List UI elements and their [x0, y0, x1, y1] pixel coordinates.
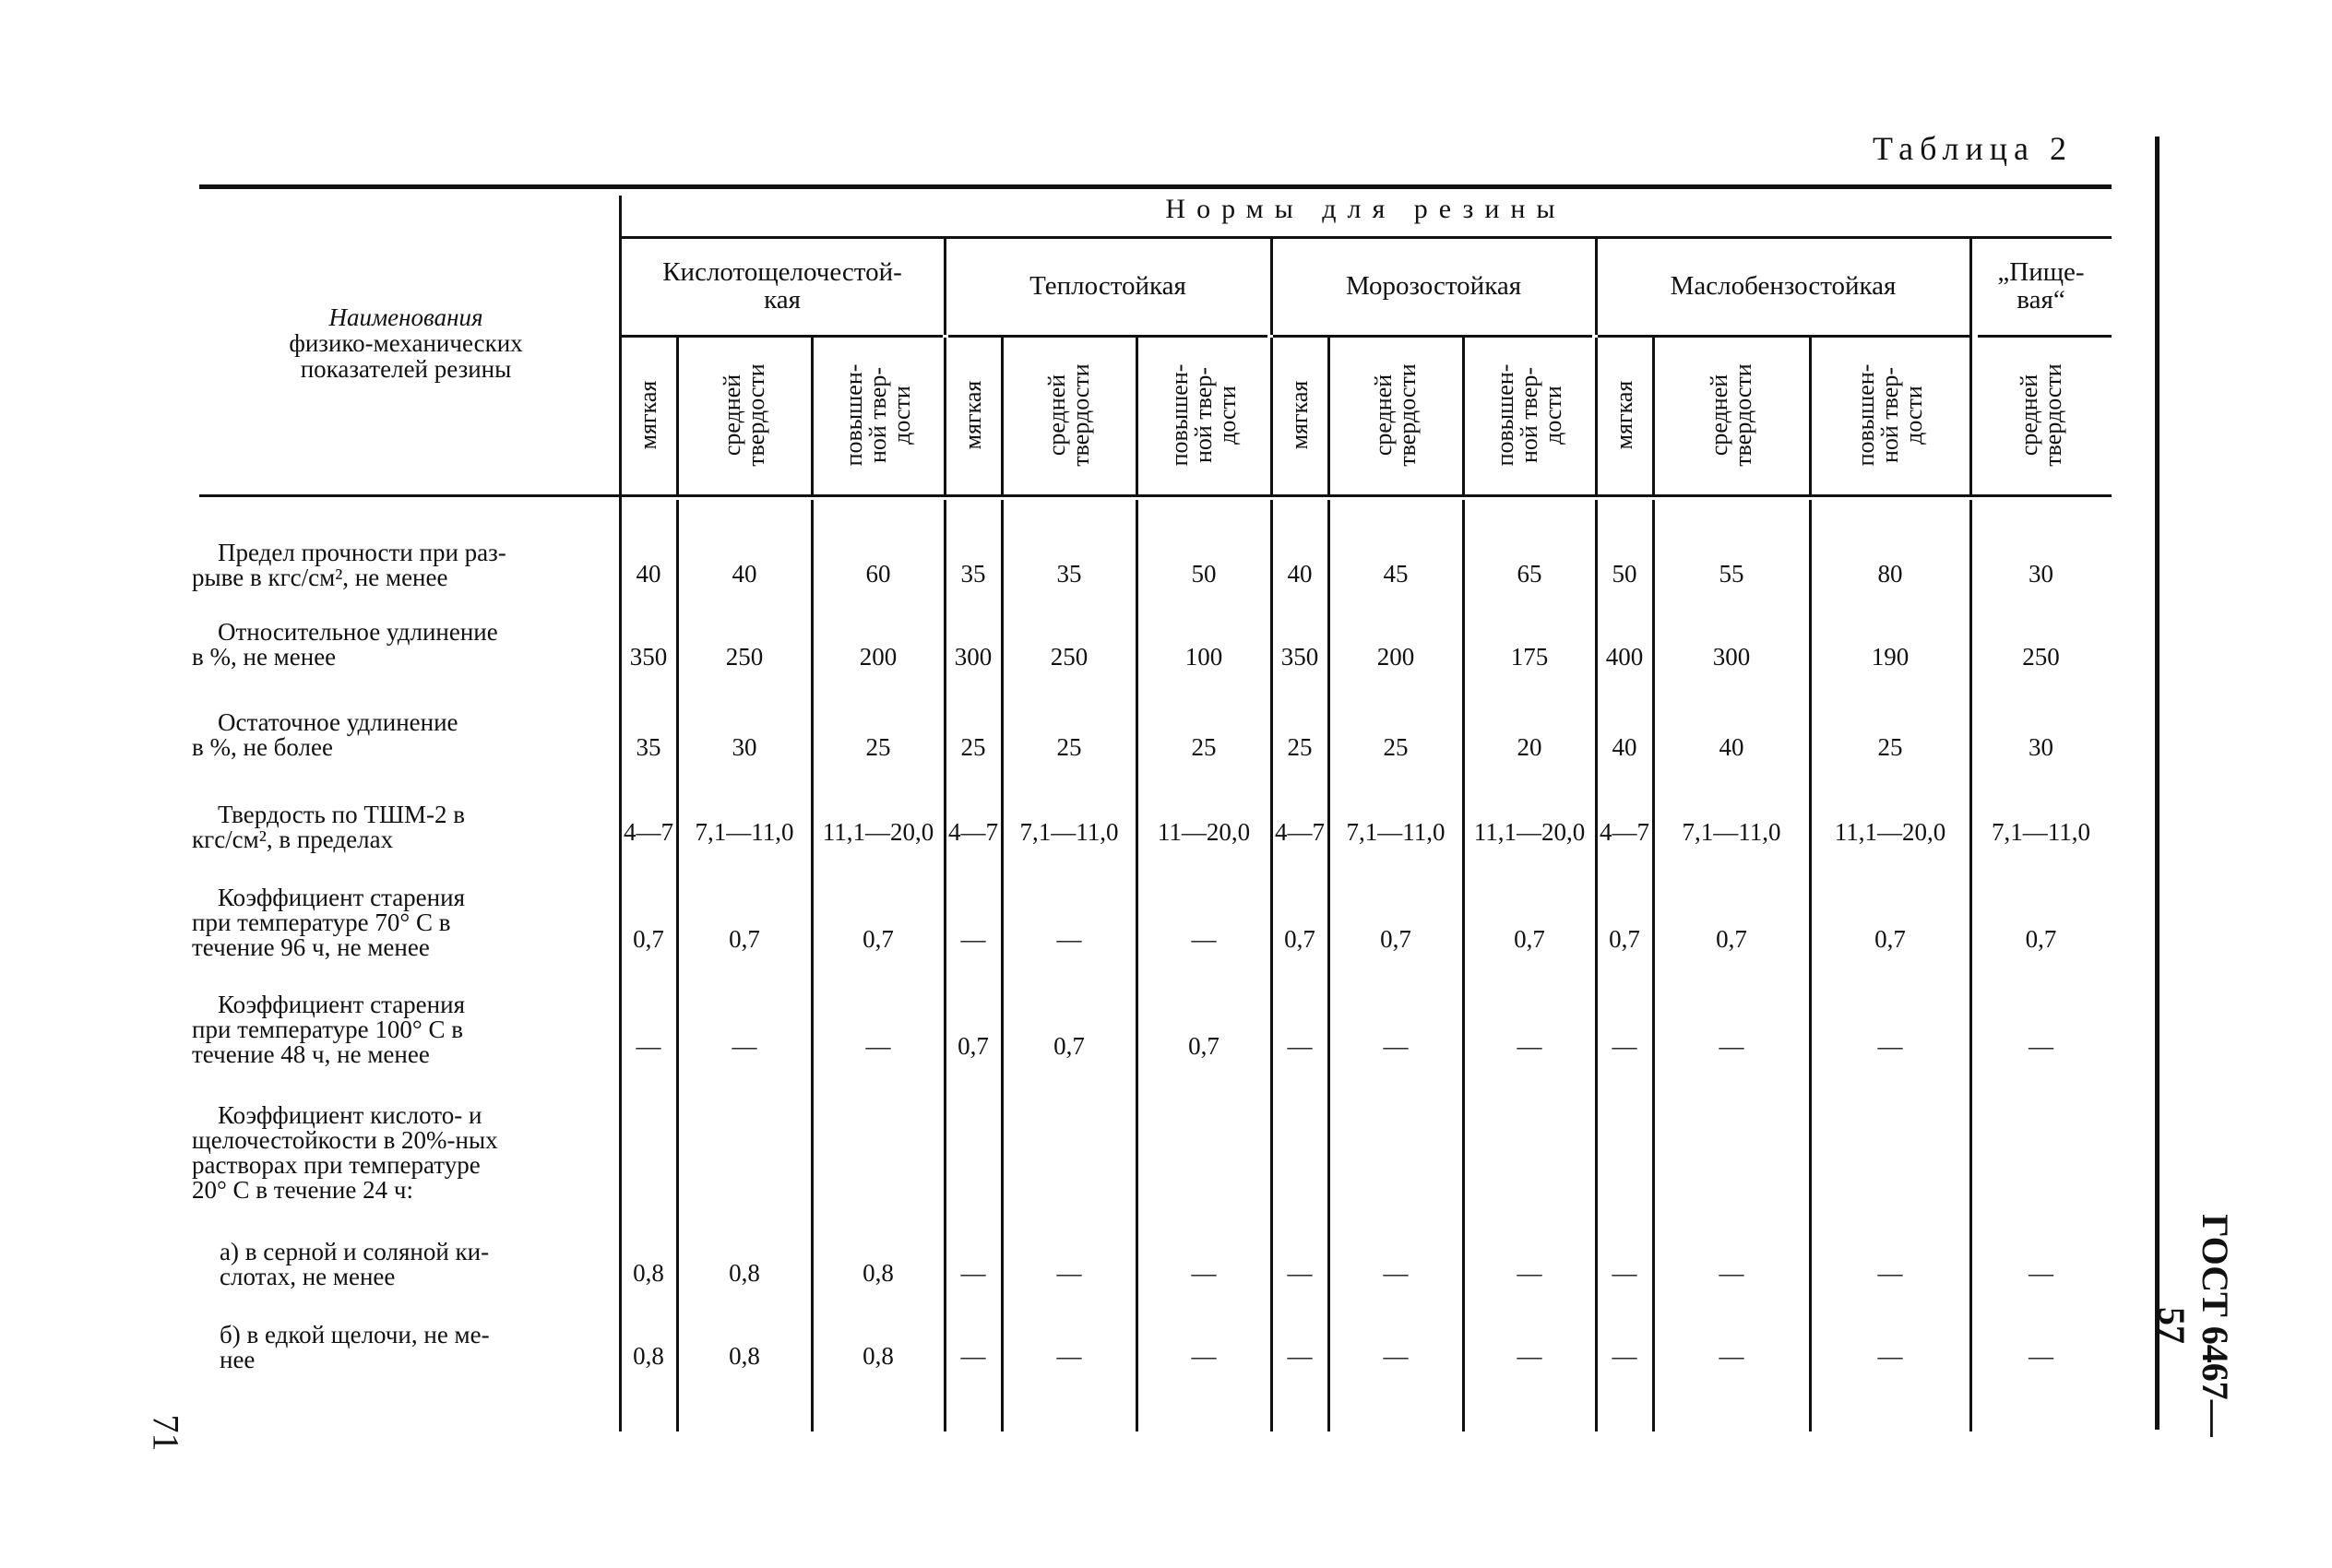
body-col-separator-8 — [1462, 500, 1465, 1431]
group-header-2: Теплостойкая — [1029, 271, 1186, 301]
cell-r9-c9: — — [1517, 1342, 1542, 1370]
header-name-line-2: физико-механических — [289, 329, 523, 357]
cell-r4-c8: 7,1—11,0 — [1346, 818, 1446, 846]
cell-r6-c3: — — [865, 1032, 891, 1060]
cell-r8-c13: — — [2029, 1259, 2053, 1287]
header-col-separator-2 — [811, 338, 814, 494]
header-col-separator-12 — [1969, 338, 1972, 494]
cell-r3-c1: 35 — [636, 733, 661, 761]
cell-r2-c5: 250 — [1050, 643, 1089, 671]
cell-r4-c7: 4—7 — [1275, 818, 1325, 846]
table-top-rule — [199, 184, 2112, 189]
parameter-column-header — [221, 304, 590, 382]
table-left-border — [619, 196, 622, 1431]
cell-r4-c10: 4—7 — [1600, 818, 1649, 846]
cell-r3-c3: 25 — [865, 733, 891, 761]
header-col-separator-6 — [1270, 338, 1273, 494]
cell-r1-c4: 35 — [960, 560, 986, 588]
cell-r9-c2: 0,8 — [729, 1342, 760, 1370]
cell-r5-c9: 0,7 — [1514, 925, 1545, 953]
cell-r1-c10: 50 — [1612, 560, 1637, 588]
cell-r5-c10: 0,7 — [1609, 925, 1640, 953]
cell-r4-c6: 11—20,0 — [1157, 818, 1251, 846]
cell-r9-c1: 0,8 — [633, 1342, 664, 1370]
cell-r2-c13: 250 — [2022, 643, 2060, 671]
cell-r5-c13: 0,7 — [2025, 925, 2057, 953]
cell-r2-c8: 200 — [1376, 643, 1415, 671]
cell-r1-c9: 65 — [1517, 560, 1542, 588]
header-col-separator-3 — [944, 338, 946, 494]
cell-r6-c9: — — [1517, 1032, 1542, 1060]
cell-r3-c10: 40 — [1612, 733, 1637, 761]
header-col-separator-1 — [676, 338, 679, 494]
row-label-7: Коэффициент кислото- и щелочестойкости в 20%-ных растворах при температуре 20° С в течение 24 ч: — [192, 1101, 498, 1204]
column-header-4: мягкая — [959, 380, 986, 450]
group-header-1: Кислотощелочестой- кая — [662, 257, 902, 315]
header-col-separator-7 — [1327, 338, 1330, 494]
group-header-4: Маслобензостойкая — [1670, 271, 1897, 301]
cell-r3-c13: 30 — [2029, 733, 2053, 761]
header-col-separator-8 — [1462, 338, 1465, 494]
cell-r4-c9: 11,1—20,0 — [1473, 818, 1586, 846]
cell-r6-c6: 0,7 — [1188, 1032, 1220, 1060]
group-rule-3 — [1273, 335, 1592, 338]
row-label-3: Остаточное удлинение в %, не более — [192, 708, 458, 761]
cell-r1-c7: 40 — [1287, 560, 1313, 588]
cell-r2-c10: 400 — [1605, 643, 1644, 671]
cell-r6-c7: — — [1287, 1032, 1313, 1060]
column-header-9: повышен- ной твер- дости — [1492, 363, 1566, 467]
cell-r6-c1: — — [636, 1032, 661, 1060]
cell-r5-c7: 0,7 — [1284, 925, 1315, 953]
column-header-5: средней твердости — [1043, 363, 1094, 467]
column-header-8: средней твердости — [1370, 363, 1421, 467]
body-col-separator-7 — [1327, 500, 1330, 1431]
header-name-line-3: показателей резины — [300, 355, 512, 383]
cell-r1-c12: 80 — [1877, 560, 1903, 588]
cell-r5-c5: — — [1056, 925, 1082, 953]
row-label-2: Относительное удлинение в %, не менее — [192, 618, 498, 671]
cell-r1-c11: 55 — [1719, 560, 1744, 588]
column-header-1: мягкая — [635, 380, 661, 450]
cell-r8-c7: — — [1287, 1259, 1313, 1287]
cell-r3-c12: 25 — [1877, 733, 1903, 761]
header-bottom-rule — [199, 494, 2112, 497]
cell-r2-c11: 300 — [1712, 643, 1751, 671]
cell-r6-c12: — — [1877, 1032, 1903, 1060]
cell-r1-c2: 40 — [732, 560, 757, 588]
cell-r1-c1: 40 — [636, 560, 661, 588]
header-name-line-1: Наименования — [328, 303, 483, 331]
cell-r6-c8: — — [1383, 1032, 1409, 1060]
page-number: 71 — [145, 1414, 187, 1452]
row-label-9: б) в едкой щелочи, не ме- нее — [220, 1321, 490, 1373]
row-label-6: Коэффициент старения при температуре 100° С в течение 48 ч, не менее — [192, 991, 465, 1068]
cell-r9-c10: — — [1612, 1342, 1637, 1370]
cell-r8-c12: — — [1877, 1259, 1903, 1287]
header-col-separator-11 — [1809, 338, 1812, 494]
cell-r9-c12: — — [1877, 1342, 1903, 1370]
cell-r8-c10: — — [1612, 1259, 1637, 1287]
header-col-separator-4 — [1001, 338, 1004, 494]
body-col-separator-10 — [1652, 500, 1655, 1431]
column-header-3: повышен- ной твер- дости — [840, 363, 915, 467]
column-header-13: средней твердости — [2015, 363, 2066, 467]
cell-r8-c2: 0,8 — [729, 1259, 760, 1287]
cell-r3-c7: 25 — [1287, 733, 1313, 761]
cell-r2-c3: 200 — [859, 643, 898, 671]
column-header-7: мягкая — [1286, 380, 1313, 450]
cell-r9-c6: — — [1191, 1342, 1217, 1370]
cell-r3-c9: 20 — [1517, 733, 1542, 761]
cell-r9-c8: — — [1383, 1342, 1409, 1370]
cell-r1-c6: 50 — [1191, 560, 1217, 588]
cell-r2-c6: 100 — [1184, 643, 1223, 671]
body-col-separator-11 — [1809, 500, 1812, 1431]
column-header-6: повышен- ной твер- дости — [1166, 363, 1241, 467]
cell-r6-c10: — — [1612, 1032, 1637, 1060]
cell-r1-c3: 60 — [865, 560, 891, 588]
cell-r2-c4: 300 — [954, 643, 993, 671]
cell-r8-c9: — — [1517, 1259, 1542, 1287]
header-col-separator-10 — [1652, 338, 1655, 494]
cell-r5-c12: 0,7 — [1874, 925, 1906, 953]
cell-r3-c8: 25 — [1383, 733, 1409, 761]
body-col-separator-12 — [1969, 500, 1972, 1431]
body-col-separator-5 — [1136, 500, 1138, 1431]
cell-r2-c7: 350 — [1280, 643, 1319, 671]
cell-r3-c2: 30 — [732, 733, 757, 761]
cell-r8-c3: 0,8 — [863, 1259, 894, 1287]
row-label-4: Твердость по ТШМ-2 в кгс/см², в пределах — [192, 801, 466, 853]
cell-r4-c2: 7,1—11,0 — [695, 818, 794, 846]
cell-r6-c4: 0,7 — [958, 1032, 989, 1060]
cell-r9-c4: — — [960, 1342, 986, 1370]
group-header-3: Морозостойкая — [1345, 271, 1522, 301]
column-header-11: средней твердости — [1706, 363, 1756, 467]
cell-r8-c11: — — [1719, 1259, 1744, 1287]
cell-r8-c6: — — [1191, 1259, 1217, 1287]
cell-r6-c2: — — [732, 1032, 757, 1060]
cell-r5-c8: 0,7 — [1380, 925, 1411, 953]
cell-r3-c4: 25 — [960, 733, 986, 761]
cell-r6-c5: 0,7 — [1053, 1032, 1085, 1060]
cell-r9-c13: — — [2029, 1342, 2053, 1370]
norms-rule — [620, 236, 2112, 239]
cell-r4-c12: 11,1—20,0 — [1834, 818, 1946, 846]
cell-r5-c4: — — [960, 925, 986, 953]
body-col-separator-3 — [944, 500, 946, 1431]
row-label-1: Предел прочности при раз- рыве в кгс/см², не менее — [192, 539, 506, 591]
body-col-separator-4 — [1001, 500, 1004, 1431]
cell-r9-c3: 0,8 — [863, 1342, 894, 1370]
header-col-separator-5 — [1136, 338, 1138, 494]
row-label-8: а) в серной и соляной ки- слотах, не менее — [220, 1238, 490, 1290]
group-rule-2 — [948, 335, 1267, 338]
cell-r4-c5: 7,1—11,0 — [1019, 818, 1119, 846]
cell-r2-c12: 190 — [1871, 643, 1910, 671]
cell-r1-c5: 35 — [1056, 560, 1082, 588]
cell-r5-c1: 0,7 — [633, 925, 664, 953]
norms-title: Нормы для резины — [1165, 194, 1566, 224]
cell-r9-c11: — — [1719, 1342, 1744, 1370]
cell-r9-c5: — — [1056, 1342, 1082, 1370]
header-col-separator-9 — [1595, 338, 1598, 494]
cell-r2-c2: 250 — [725, 643, 764, 671]
column-header-10: мягкая — [1611, 380, 1637, 450]
cell-r5-c3: 0,7 — [863, 925, 894, 953]
group-header-5: „Пище- вая“ — [1997, 257, 2085, 315]
cell-r8-c8: — — [1383, 1259, 1409, 1287]
cell-r4-c11: 7,1—11,0 — [1682, 818, 1781, 846]
body-col-separator-9 — [1595, 500, 1598, 1431]
column-header-2: средней твердости — [719, 363, 769, 467]
cell-r4-c13: 7,1—11,0 — [1992, 818, 2090, 846]
cell-r8-c4: — — [960, 1259, 986, 1287]
cell-r3-c6: 25 — [1191, 733, 1217, 761]
row-label-5: Коэффициент старения при температуре 70° С в течение 96 ч, не менее — [192, 884, 465, 961]
body-col-separator-2 — [811, 500, 814, 1431]
cell-r2-c9: 175 — [1510, 643, 1549, 671]
column-header-12: повышен- ной твер- дости — [1852, 363, 1927, 467]
body-col-separator-1 — [676, 500, 679, 1431]
cell-r6-c13: — — [2029, 1032, 2053, 1060]
cell-r4-c1: 4—7 — [624, 818, 673, 846]
gost-side-label: ГОСТ 6467—57 — [2151, 1214, 2236, 1437]
cell-r6-c11: — — [1719, 1032, 1744, 1060]
cell-r8-c5: — — [1056, 1259, 1082, 1287]
cell-r2-c1: 350 — [629, 643, 668, 671]
cell-r3-c5: 25 — [1056, 733, 1082, 761]
group-rule-5 — [1978, 335, 2112, 338]
cell-r5-c11: 0,7 — [1716, 925, 1747, 953]
body-col-separator-6 — [1270, 500, 1273, 1431]
cell-r4-c3: 11,1—20,0 — [822, 818, 934, 846]
cell-r5-c6: — — [1191, 925, 1217, 953]
cell-r9-c7: — — [1287, 1342, 1313, 1370]
cell-r4-c4: 4—7 — [948, 818, 998, 846]
cell-r3-c11: 40 — [1719, 733, 1744, 761]
cell-r5-c2: 0,7 — [729, 925, 760, 953]
cell-r8-c1: 0,8 — [633, 1259, 664, 1287]
group-rule-1 — [620, 335, 943, 338]
cell-r1-c8: 45 — [1383, 560, 1409, 588]
table-title: Таблица 2 — [1873, 130, 2073, 167]
cell-r1-c13: 30 — [2029, 560, 2053, 588]
